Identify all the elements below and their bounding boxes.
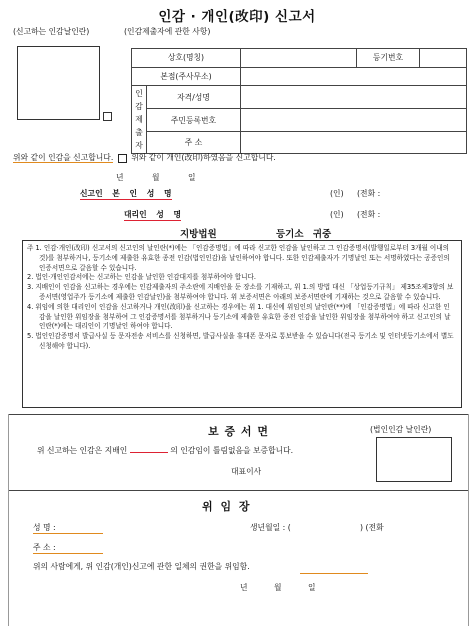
poa-phone-label: ) (전화 xyxy=(360,523,384,532)
reporter-seal-mark: (인) xyxy=(330,189,344,198)
corporate-seal-caption: (법인인감 날인란) xyxy=(370,425,432,434)
resident-no-label: 주민등록번호 xyxy=(147,109,241,132)
trade-name-label: 상호(명칭) xyxy=(132,49,241,68)
section-divider xyxy=(8,490,468,491)
agent-name-label: 대리인 성 명 xyxy=(124,210,182,219)
corporate-seal-box[interactable] xyxy=(376,437,452,482)
registry-office: 등기소 귀중 xyxy=(276,229,332,240)
seal-submitter-vertical-label: 인 감 제 출 자 xyxy=(132,86,147,154)
seal-checkbox[interactable] xyxy=(103,112,112,121)
date-line: 년 월 일 xyxy=(116,173,196,182)
registration-no-label: 등기번호 xyxy=(357,49,420,68)
head-office-label: 본점(주사무소) xyxy=(132,67,241,86)
agent-seal-mark: (인) xyxy=(330,210,344,219)
registration-table xyxy=(131,48,467,154)
note-item: 주 1. 인감·개인(改印) 신고서의 신고인의 날인란(*)에는 「인감증명법」에 따라 신고한 인감을 날인하고 그 인감증명서(발행일로부터 3개월 이내의 것)를 첨부하거나, 등기소에 제출한 유효한 종전 인감(법인인감)을 날인하여야 합니다. 또한 인감제출자가 기명날인 또는 서명하였다는 공증인의 인증서면으로 갈음할 수 있습니다. xyxy=(27,244,450,272)
address-field[interactable] xyxy=(241,132,467,154)
page-edge-line xyxy=(8,414,9,626)
poa-birth-label: 생년월일 : ( xyxy=(250,523,291,532)
guarantee-title: 보 증 서 면 xyxy=(208,425,269,438)
note-item: 2. 법인·개인인감서에는 신고하는 인감을 날인한 인감대지를 첨부하여야 합니다. xyxy=(27,273,256,282)
document-title: 인감 · 개인(改印) 신고서 xyxy=(158,9,316,25)
note-item: 4. 위임에 의한 대리인이 인감을 신고하거나 개인(改印)을 신고하는 경우에는 위 1. 대신에 위임인의 날인란(**)에 「인감증명법」에 따라 신고한 인감을 날인한 위임장을 첨부하여 그 인감증명서를 첨부하거나 등기소에 제출한 유효한 종전 인감을 날인한 위임장을 첨부하여야 하고 신고인의 날인란(*)에는 대리인이 기명날인 하여야 합니다. xyxy=(27,302,451,331)
head-office-field[interactable] xyxy=(241,67,467,86)
reporter-name-label: 신고인 본 인 성 명 xyxy=(80,189,172,198)
note-item: 5. 법인인감증명서 발급사실 등 문자전송 서비스를 신청하면, 발급사실을 휴대폰 문자로 통보받을 수 있습니다(전국 등기소 및 인터넷등기소에서 별도 신청해야 합니다). xyxy=(27,332,454,350)
poa-date-line: 년 월 일 xyxy=(240,583,316,592)
change-seal-checkbox[interactable] xyxy=(118,154,127,163)
qualification-field[interactable] xyxy=(241,86,467,109)
trade-name-field[interactable] xyxy=(241,49,357,68)
representative-label: 대표이사 xyxy=(231,467,262,476)
poa-address-label: 주 소 : xyxy=(33,542,103,554)
guarantee-statement: 위 신고하는 인감은 지배인 의 인감임이 틀림없음을 보증합니다. xyxy=(37,446,294,455)
address-label: 주 소 xyxy=(147,132,241,154)
seal-stamp-box[interactable] xyxy=(17,46,100,120)
resident-no-field[interactable] xyxy=(241,109,467,132)
note-item: 3. 지배인이 인감을 신고하는 경우에는 인감제출자의 주소란에 지배인을 둔 장소를 기재하고, 위 1.의 방법 대신 「상업등기규칙」 제35조제3항의 보증서면(영업주가 등기소에 제출한 인감날인)을 첨부하여야 합니다. 위 보증서면은 아래의 보증서면란에 기재하는 것으로 갈음할 수 있습니다. xyxy=(27,283,454,301)
reporter-phone-label: (전화 : xyxy=(357,189,381,198)
poa-statement-underline xyxy=(300,572,368,574)
declaration-line xyxy=(13,152,276,163)
section-divider xyxy=(8,414,468,415)
court-name: 지방법원 xyxy=(180,229,217,240)
poa-statement: 위의 사람에게, 위 인감(개인)신고에 관한 일체의 권한을 위임함. xyxy=(33,562,250,571)
page-edge-line xyxy=(468,414,469,626)
qualification-label: 자격/성명 xyxy=(147,86,241,109)
declaration-change: 위와 같이 개인(改印)하였음을 신고합니다. xyxy=(131,153,276,162)
poa-name-label: 성 명 : xyxy=(33,522,103,534)
power-of-attorney-title: 위 임 장 xyxy=(202,500,252,513)
declaration-seal: 위와 같이 인감을 신고합니다. xyxy=(13,153,114,162)
manager-name-field[interactable] xyxy=(130,452,168,453)
agent-phone-label: (전화 : xyxy=(357,210,381,219)
notes-box xyxy=(22,240,462,408)
seal-area-caption: (신고하는 인감날인란) xyxy=(13,27,90,36)
registration-no-field[interactable] xyxy=(420,49,467,68)
submitter-caption: (인감제출자에 관한 사항) xyxy=(124,27,211,36)
